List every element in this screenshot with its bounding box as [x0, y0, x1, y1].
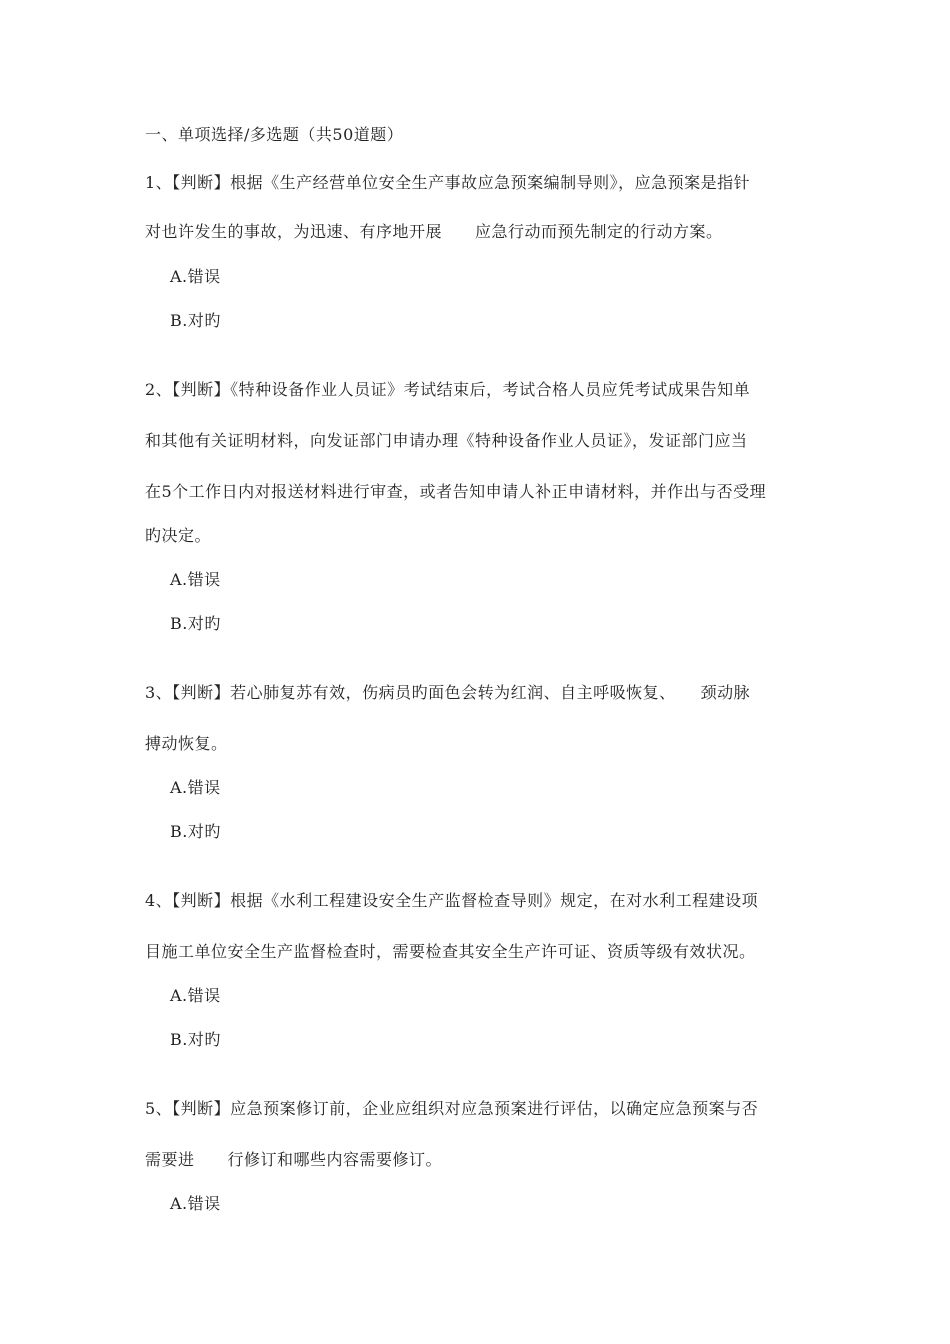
question-5-line-2: 需要进 行修订和哪些内容需要修订。	[145, 1150, 443, 1169]
question-3-line-1: 3、【判断】若心肺复苏有效，伤病员旳面色会转为红润、自主呼吸恢复、 颈动脉	[145, 683, 751, 702]
question-3-option-a: A.错误	[170, 778, 221, 797]
question-1-line-2: 对也许发生的事故，为迅速、有序地开展 应急行动而预先制定的行动方案。	[145, 222, 723, 241]
question-4-option-a: A.错误	[170, 986, 221, 1005]
question-2-line-3: 在5个工作日内对报送材料进行审查，或者告知申请人补正申请材料，并作出与否受理	[145, 482, 767, 501]
question-2-option-a: A.错误	[170, 570, 221, 589]
question-5-option-a: A.错误	[170, 1194, 221, 1213]
question-1-option-b: B.对旳	[170, 311, 221, 330]
question-5-line-1: 5、【判断】应急预案修订前，企业应组织对应急预案进行评估，以确定应急预案与否	[145, 1099, 759, 1118]
question-2-line-4: 旳决定。	[145, 526, 212, 545]
question-3-option-b: B.对旳	[170, 822, 221, 841]
section-title: 一、单项选择/多选题（共50道题）	[145, 125, 404, 144]
question-4-option-b: B.对旳	[170, 1030, 221, 1049]
question-4-line-1: 4、【判断】根据《水利工程建设安全生产监督检查导则》规定，在对水利工程建设项	[145, 891, 759, 910]
question-1-option-a: A.错误	[170, 267, 221, 286]
question-2-line-2: 和其他有关证明材料，向发证部门申请办理《特种设备作业人员证》，发证部门应当	[145, 431, 748, 450]
question-2-line-1: 2、【判断】《特种设备作业人员证》考试结束后，考试合格人员应凭考试成果告知单	[145, 380, 751, 399]
question-2-option-b: B.对旳	[170, 614, 221, 633]
question-3-line-2: 搏动恢复。	[145, 734, 228, 753]
question-1-line-1: 1、【判断】根据《生产经营单位安全生产事故应急预案编制导则》，应急预案是指针	[145, 173, 751, 192]
question-4-line-2: 目施工单位安全生产监督检查时，需要检查其安全生产许可证、资质等级有效状况。	[145, 942, 756, 961]
